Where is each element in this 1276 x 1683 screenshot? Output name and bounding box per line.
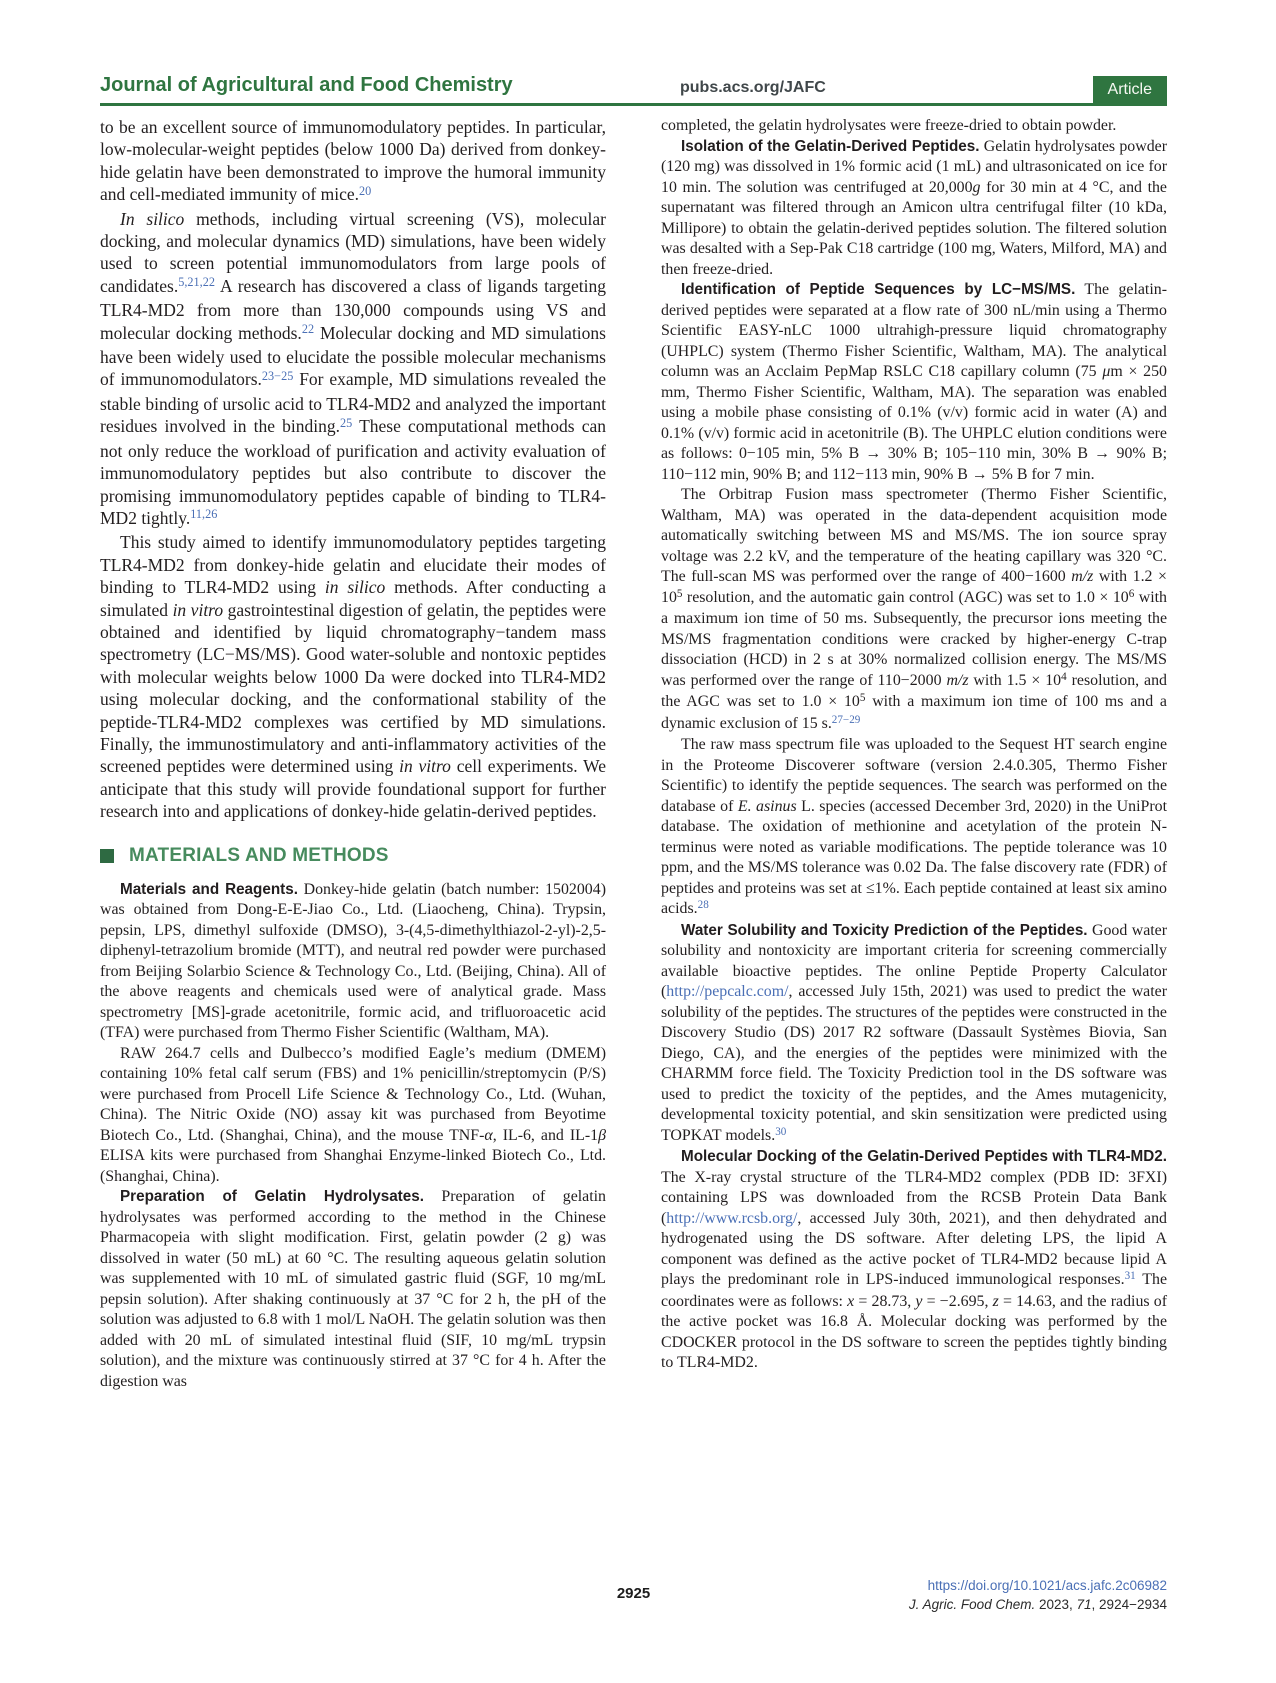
- text-run: in vitro: [172, 599, 224, 620]
- intro-paragraphs: [100, 116, 606, 823]
- reference-superscript[interactable]: 27−29: [831, 713, 861, 726]
- paragraph: The Orbitrap Fusion mass spectrometer (Thermo Fisher Scientific, Waltham, MA) was operated in the data-dependent acquisition mode automatically switching between MS and MS/MS. The ion source spray voltage was 2.2 kV, and the temperature of the heating capillary was 320 °C. The full-scan MS was performed over the range of 400−1600 m/z with $1.2 \times 10^5$ resolution, and the automatic gain control (AGC) was set to $1.0 \times 10^6$ with a maximum ion time of 50 ms. Subsequently, the precursor ions meeting the MS/MS fragmentation conditions were cracked by higher-energy C-trap dissociation (HCD) in 2 s at 30% normalized collision energy. The MS/MS was performed over the range of 110−2000 m/z with $1.5 \times 10^4$ resolution, and the AGC was set to $1.0 \times 10^5$ with a maximum ion time of 100 ms and a dynamic exclusion of 15 s.$^{27-29}$: [661, 486, 1168, 732]
- doi-link[interactable]: https://doi.org/10.1021/acs.jafc.2c06982: [927, 1578, 1167, 1593]
- reference-superscript[interactable]: 23−25: [261, 368, 294, 383]
- external-link[interactable]: http://www.rcsb.org/: [666, 1209, 798, 1227]
- text-run: Materials and Reagents.: [120, 880, 298, 898]
- reference-superscript[interactable]: 5,21,22: [178, 275, 215, 290]
- paragraph: In silico methods, including virtual screening (VS), molecular docking, and molecular dynamics (MD) simulations, have been widely used to screen potential immunomodulators from large pools of candidates.$^{5,21,22}$ A research has discovered a class of ligands targeting TLR4-MD2 from more than 130,000 compounds using VS and molecular docking methods.$^{22}$ Molecular docking and MD simulations have been widely used to elucidate the possible molecular mechanisms of immunomodulators.$^{23-25}$ For example, MD simulations revealed the stable binding of ursolic acid to TLR4-MD2 and analyzed the important residues involved in the binding.$^{25}$ These computational methods can not only reduce the workload of purification and activity evaluation of immunomodulatory peptides but also contribute to discover the promising immunomodulatory peptides capable of binding to TLR4-MD2 tightly.$^{11,26}$: [100, 208, 607, 528]
- text-run: in silico: [324, 577, 386, 598]
- text-run: μ: [1102, 363, 1111, 380]
- article-type-badge: Article: [1093, 76, 1167, 105]
- right-column: [661, 116, 1167, 1392]
- reference-superscript[interactable]: 30: [775, 1125, 787, 1138]
- header-rule: [100, 103, 1167, 106]
- methods-paragraphs-left: [100, 880, 606, 1393]
- section-heading-materials-and-methods: [100, 845, 606, 867]
- text-run: 71: [1076, 1597, 1092, 1612]
- reference-superscript[interactable]: 11,26: [190, 507, 218, 522]
- paragraph: RAW 264.7 cells and Dulbecco’s modified Eagle’s medium (DMEM) containing 10% fetal calf serum (FBS) and 1% penicillin/streptomycin (P/S) were purchased from Procell Life Science & Technology Co., Ltd. (Wuhan, China). The Nitric Oxide (NO) assay kit was purchased from Beyotime Biotech Co., Ltd. (Shanghai, China), and the mouse TNF-α, IL-6, and IL-1β ELISA kits were purchased from Shanghai Enzyme-linked Biotech Co., Ltd. (Shanghai, China).: [100, 1044, 606, 1185]
- paragraph: completed, the gelatin hydrolysates were freeze-dried to obtain powder.: [661, 117, 1117, 134]
- two-column-body: [100, 116, 1167, 1392]
- text-run: 6: [1128, 587, 1135, 600]
- methods-paragraphs-right: [661, 116, 1167, 1374]
- text-run: Isolation of the Gelatin-Derived Peptides.: [681, 137, 980, 155]
- text-run: x: [847, 1292, 855, 1310]
- text-run: 4: [1061, 670, 1067, 683]
- reference-superscript[interactable]: 28: [697, 899, 709, 911]
- text-run: y: [915, 1292, 923, 1310]
- section-heading-label: MATERIALS AND METHODS: [129, 844, 389, 866]
- left-column: [100, 116, 606, 1392]
- text-run: g: [972, 178, 981, 196]
- text-run: J. Agric. Food Chem.: [908, 1597, 1036, 1612]
- reference-superscript[interactable]: 22: [301, 322, 315, 337]
- paragraph: to be an excellent source of immunomodulatory peptides. In particular, low-molecular-weight peptides (below 1000 Da) derived from donkey-hide gelatin have been demonstrated to improve the humoral immunity and cell-mediated immunity of mice.$^{20}$: [100, 117, 606, 205]
- reference-superscript[interactable]: 25: [340, 415, 353, 430]
- section-bullet-square-icon: [100, 849, 114, 863]
- text-run: 5: [676, 587, 683, 600]
- text-run: Molecular Docking of the Gelatin-Derived Peptides with TLR4-MD2.: [681, 1148, 1167, 1165]
- text-run: Identification of Peptide Sequences by LC−MS/MS.: [681, 281, 1076, 298]
- journal-title: Journal of Agricultural and Food Chemistry: [100, 74, 513, 96]
- text-run: z: [992, 1292, 999, 1310]
- journal-url-link[interactable]: pubs.acs.org/JAFC: [680, 79, 826, 96]
- paragraph: Isolation of the Gelatin-Derived Peptides. Gelatin hydrolysates powder (120 mg) was dissolved in 1% formic acid (1 mL) and ultrasonicated on ice for 10 min. The solution was centrifuged at 20,000g for 30 min at 4 °C, and the supernatant was filtered through an Amicon ultra centrifugal filter (10 kDa, Millipore) to obtain the gelatin-derived peptides solution. The filtered solution was desalted with a Sep-Pak C18 cartridge (100 mg, Waters, Milford, MA) and then freeze-dried.: [661, 137, 1167, 278]
- reference-superscript[interactable]: 31: [1124, 1270, 1136, 1282]
- paragraph: This study aimed to identify immunomodulatory peptides targeting TLR4-MD2 from donkey-hide gelatin and elucidate their modes of binding to TLR4-MD2 using in silico methods. After conducting a simulated in vitro gastrointestinal digestion of gelatin, the peptides were obtained and identified by liquid chromatography−tandem mass spectrometry (LC−MS/MS). Good water-soluble and nontoxic peptides with molecular weights below 1000 Da were docked into TLR4-MD2 using molecular docking, and the conformational stability of the peptide-TLR4-MD2 complexes was certified by MD simulations. Finally, the immunostimulatory and anti-inflammatory activities of the screened peptides were determined using in vitro cell experiments. We anticipate that this study will provide foundational support for further research into and applications of donkey-hide gelatin-derived peptides.: [100, 532, 607, 822]
- text-run: Water Solubility and Toxicity Prediction of the Peptides.: [681, 921, 1088, 939]
- text-run: In silico: [120, 208, 185, 229]
- text-run: α: [484, 1126, 493, 1144]
- paragraph: The raw mass spectrum file was uploaded to the Sequest HT search engine in the Proteome Discoverer software (version 2.4.0.305, Thermo Fisher Scientific) to identify the peptide sequences. The search was performed on the database of E. asinus L. species (accessed December 3rd, 2020) in the UniProt database. The oxidation of methionine and acetylation of the protein N-terminus were noted as variable modifications. The peptide tolerance was 10 ppm, and the MS/MS tolerance was 0.02 Da. The false discovery rate (FDR) of peptides and proteins was set at ≤1%. Each peptide contained at least six amino acids.$^{28}$: [661, 736, 1167, 917]
- paragraph: Water Solubility and Toxicity Prediction of the Peptides. Good water solubility and nontoxicity are important criteria for screening commercially available bioactive peptides. The online Peptide Property Calculator (http://pepcalc.com/, accessed July 15th, 2021) was used to predict the water solubility of the peptides. The structures of the peptides were constructed in the Discovery Studio (DS) 2017 R2 software (Dassault Systèmes Biovia, San Diego, CA), and the energies of the peptides were minimized with the CHARMM force field. The Toxicity Prediction tool in the DS software was used to predict the toxicity of the peptides, and the Ames mutagenicity, developmental toxicity potential, and skin sensitization were predicted using TOPKAT models.$^{30}$: [661, 921, 1168, 1144]
- paragraph: Preparation of Gelatin Hydrolysates. Preparation of gelatin hydrolysates was performed according to the method in the Chinese Pharmacopeia with slight modification. First, gelatin powder (2 g) was dissolved in water (50 mL) at 60 °C. The resulting aqueous gelatin solution was supplemented with 10 mL of simulated gastric fluid (SGF, 10 mg/mL pepsin solution). After shaking continuously at 37 °C for 2 h, the pH of the solution was adjusted to 6.8 with 1 mol/L NaOH. The gelatin solution was then added with 20 mL of simulated intestinal fluid (SIF, 10 mg/mL trypsin solution), and the mixture was continuously stirred at 37 °C for 4 h. After the digestion was: [100, 1188, 606, 1390]
- page-number: 2925: [616, 1585, 651, 1602]
- paragraph: Molecular Docking of the Gelatin-Derived Peptides with TLR4-MD2. The X-ray crystal structure of the TLR4-MD2 complex (PDB ID: 3FXI) containing LPS was downloaded from the RCSB Protein Data Bank (http://www.rcsb.org/, accessed July 30th, 2021), and then dehydrated and hydrogenated using the DS software. After deleting LPS, the lipid A component was defined as the active pocket of TLR4-MD2 because lipid A plays the predominant role in LPS-induced immunological responses.$^{31}$ The coordinates were as follows: x = 28.73, y = −2.695, z = 14.63, and the radius of the active pocket was 16.8 Å. Molecular docking was performed by the CDOCKER protocol in the DS software to screen the peptides tightly binding to TLR4-MD2.: [661, 1148, 1168, 1371]
- paragraph: Identification of Peptide Sequences by LC−MS/MS. The gelatin-derived peptides were separated at a flow rate of 300 nL/min using a Thermo Scientific EASY-nLC 1000 ultrahigh-pressure liquid chromatography (UHPLC) system (Thermo Fisher Scientific, Waltham, MA). The analytical column was an Acclaim PepMap RSLC C18 capillary column (75 μm × 250 mm, Thermo Fisher Scientific, Waltham, MA). The separation was enabled using a mobile phase consisting of 0.1% (v/v) formic acid in water (A) and 0.1% (v/v) formic acid in acetonitrile (B). The UHPLC elution conditions were as follows: 0−105 min, 5% B → 30% B; 105−110 min, 30% B → 90% B; 110−112 min, 90% B; and 112−113 min, 90% B → 5% B for 7 min.: [661, 281, 1167, 483]
- text-run: E. asinus: [737, 797, 797, 815]
- text-run: Preparation of Gelatin Hydrolysates.: [120, 1188, 424, 1206]
- text-run: in vitro: [399, 756, 451, 777]
- external-link[interactable]: http://pepcalc.com/: [666, 983, 789, 1000]
- paragraph: Materials and Reagents. Donkey-hide gelatin (batch number: 1502004) was obtained from Dong-E-E-Jiao Co., Ltd. (Liaocheng, China). Trypsin, pepsin, LPS, dimethyl sulfoxide (DMSO), 3-(4,5-dimethylthiazol-2-yl)-2,5-diphenyl-tetrazolium bromide (MTT), and neutral red powder were purchased from Beijing Solarbio Science & Technology Co., Ltd. (Beijing, China). All of the above reagents and chemicals used were of analytical grade. Mass spectrometry [MS]-grade acetonitrile, formic acid, and trifluoroacetic acid (TFA) were purchased from Thermo Fisher Scientific (Waltham, MA).: [100, 880, 606, 1042]
- text-run: m/z: [946, 671, 969, 689]
- reference-superscript[interactable]: 20: [359, 183, 372, 198]
- journal-citation: J. Agric. Food Chem. 2023, 71, 2924−2934: [908, 1597, 1167, 1612]
- text-run: m/z: [1071, 568, 1094, 585]
- page-header: [100, 68, 1167, 105]
- text-run: β: [598, 1126, 606, 1144]
- text-run: 5: [859, 692, 866, 704]
